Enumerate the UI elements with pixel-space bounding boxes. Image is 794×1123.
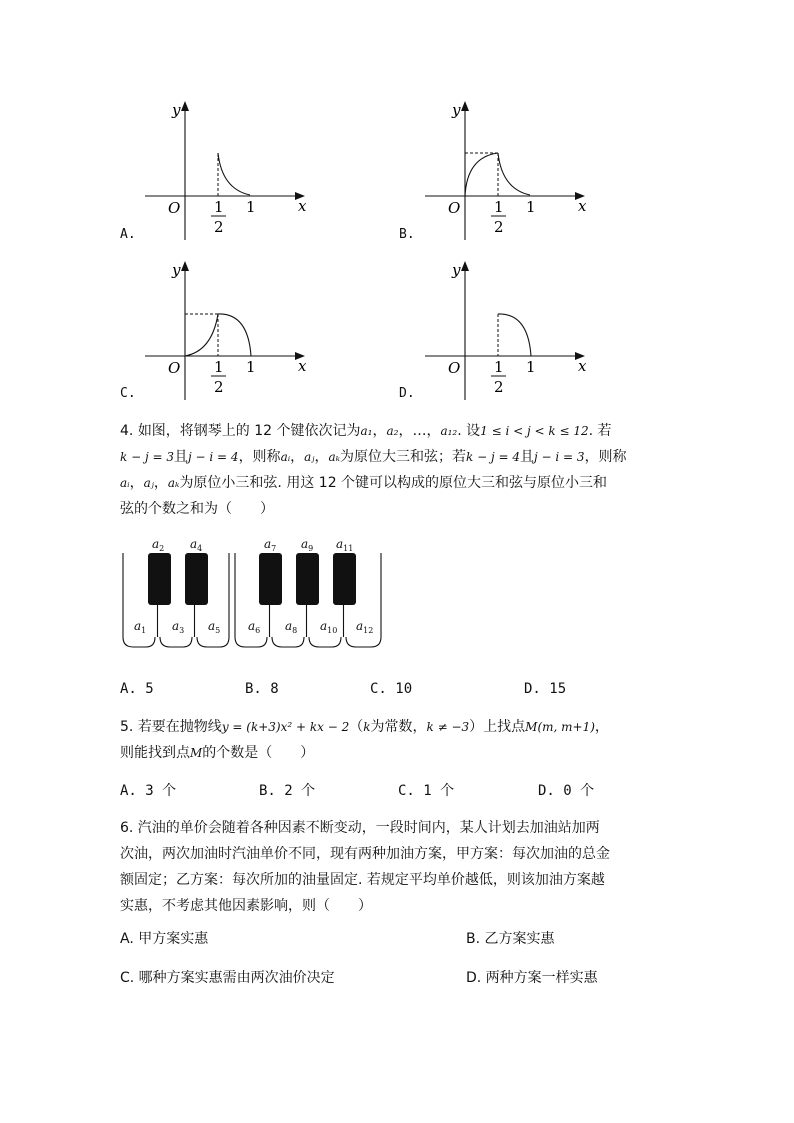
separator: ，…， [398, 423, 441, 439]
q4-text: . 设 [457, 423, 481, 439]
math-condition: k − j = 3 [120, 450, 174, 464]
q6-line-4: 实惠，不考虑其他因素影响，则（ ） [120, 898, 372, 914]
axis-y-label: y [452, 101, 461, 119]
y-axis-arrow-icon [461, 101, 469, 111]
q4-line-4: 弦的个数之和为（ ） [120, 501, 274, 517]
q4-text: ，则称 [238, 449, 281, 465]
q4-text: 如图，将钢琴上的 12 个键依次记为 [137, 423, 361, 439]
graph-d-label: D. [399, 386, 415, 401]
graph-option-c [140, 255, 340, 405]
decay-curve [498, 153, 530, 195]
q4-text: 且 [174, 449, 188, 465]
q5-text: 的个数是（ ） [202, 745, 315, 761]
black-keys [148, 553, 356, 605]
math-condition: 1 ≤ i < j < k ≤ 12 [480, 424, 589, 438]
question-4 [120, 418, 690, 522]
black-key-a11 [333, 553, 356, 605]
math-ai: aᵢ [280, 450, 291, 464]
label-a12: $a_{12}$ [356, 619, 374, 635]
math-ak: aₖ [328, 450, 340, 464]
axis-y-label: y [172, 261, 181, 279]
axis-y-label: y [452, 261, 461, 279]
one-label: 1 [526, 198, 536, 216]
label-a6: $a_6$ [248, 619, 261, 635]
graph-a-label: A. [120, 227, 136, 242]
white-key-a8 [272, 637, 304, 647]
half-denominator: 2 [214, 378, 224, 396]
q5-number: 5. [120, 719, 134, 735]
q5-text: 则能找到点 [120, 745, 190, 761]
q4-text: 为原位大三和弦；若 [340, 449, 466, 465]
one-label: 1 [246, 358, 256, 376]
q6-line-2: 次油，两次加油时汽油单价不同，现有两种加油方案，甲方案：每次加油的总金 [120, 846, 610, 862]
q5-text: ）上找点 [469, 719, 526, 735]
origin-label: O [448, 359, 461, 377]
q4-line-1 [120, 418, 690, 444]
decay-curve [218, 153, 250, 195]
graph-option-d [420, 255, 620, 405]
label-a11: $a_{11}$ [336, 537, 354, 553]
math-point: M(m, m+1) [525, 720, 595, 734]
math-condition: j − i = 4 [188, 450, 239, 464]
q4-text: ，则称 [584, 449, 627, 465]
axis-x-label: x [298, 357, 307, 375]
axis-x-label: x [578, 357, 587, 375]
label-a8: $a_8$ [285, 619, 298, 635]
q5-choice-a[interactable]: A. 3 个 [120, 783, 177, 799]
math-aj: aⱼ [143, 476, 154, 490]
q6-line-3: 额固定；乙方案：每次所加的油量固定. 若规定平均单价越低，则该加油方案越 [120, 872, 605, 888]
separator: ， [372, 423, 387, 439]
q6-choice-c[interactable]: C. 哪种方案实惠需由两次油价决定 [120, 970, 335, 986]
math-condition: k − j = 4 [466, 450, 520, 464]
q4-choice-d[interactable]: D. 15 [524, 681, 567, 697]
axis-x-label: x [298, 197, 307, 215]
math-parabola: y = (k+3)x² + kx − 2 [221, 720, 350, 734]
label-a2: $a_2$ [152, 537, 165, 553]
half-denominator: 2 [214, 218, 224, 236]
q5-text: 为常数， [370, 719, 427, 735]
label-a1: $a_1$ [134, 619, 147, 635]
q6-choice-d[interactable]: D. 两种方案一样实惠 [466, 970, 598, 986]
arc-curve [218, 314, 251, 356]
arc-curve [498, 314, 531, 356]
q4-choice-a[interactable]: A. 5 [120, 681, 154, 697]
q4-text: 且 [520, 449, 534, 465]
label-a4: $a_4$ [190, 537, 203, 553]
q4-choice-b[interactable]: B. 8 [245, 681, 279, 697]
half-numerator: 1 [214, 358, 224, 376]
half-numerator: 1 [494, 198, 504, 216]
piano-keyboard-figure [115, 533, 395, 653]
label-a9: $a_9$ [301, 537, 314, 553]
rise-curve [465, 153, 498, 196]
q5-choice-b[interactable]: B. 2 个 [259, 783, 316, 799]
math-ak: aₖ [167, 476, 180, 490]
math-a1: a₁ [360, 424, 373, 438]
graph-b-label: B. [399, 227, 415, 242]
black-key-a4 [185, 553, 208, 605]
one-label: 1 [526, 358, 536, 376]
graph-option-a [140, 95, 340, 245]
graph-c-label: C. [120, 386, 136, 401]
q4-text: 为原位小三和弦. 用这 12 个键可以构成的原位大三和弦与原位小三和 [179, 475, 608, 491]
q5-text: 若要在抛物线 [137, 719, 222, 735]
math-condition: k ≠ −3 [426, 720, 470, 734]
label-a10: $a_{10}$ [320, 619, 338, 635]
math-aj: aⱼ [304, 450, 315, 464]
question-6 [120, 815, 690, 919]
q5-choice-c[interactable]: C. 1 个 [398, 783, 455, 799]
half-numerator: 1 [214, 198, 224, 216]
q5-line-1 [120, 714, 690, 740]
q4-number: 4. [120, 423, 134, 439]
q5-line-2 [120, 740, 690, 766]
rise-curve [185, 314, 218, 356]
label-a3: $a_3$ [172, 619, 185, 635]
q4-choice-c[interactable]: C. 10 [370, 681, 413, 697]
half-denominator: 2 [494, 218, 504, 236]
math-ai: aᵢ [120, 476, 130, 490]
label-a7: $a_7$ [264, 537, 277, 553]
q6-choice-b[interactable]: B. 乙方案实惠 [466, 931, 555, 947]
white-key-a3 [160, 637, 192, 647]
y-axis-arrow-icon [181, 101, 189, 111]
q4-line-2: k − j = 3且j − i = 4，则称aᵢ，aⱼ，aₖ为原位大三和弦；若k − j = 4且j − i = 3，则称 [120, 449, 627, 465]
y-axis-arrow-icon [461, 261, 469, 271]
y-axis-arrow-icon [181, 261, 189, 271]
axis-y-label: y [172, 101, 181, 119]
graph-option-b [420, 95, 620, 245]
q5-text: （ [349, 719, 364, 735]
math-a2: a₂ [386, 424, 399, 438]
q5-text: ， [594, 719, 609, 735]
axis-x-label: x [578, 197, 587, 215]
origin-label: O [168, 199, 181, 217]
half-denominator: 2 [494, 378, 504, 396]
q6-choice-a[interactable]: A. 甲方案实惠 [120, 931, 209, 947]
math-M: M [190, 746, 203, 760]
one-label: 1 [246, 198, 256, 216]
black-key-a2 [148, 553, 171, 605]
question-5 [120, 714, 690, 766]
origin-label: O [168, 359, 181, 377]
math-a12: a₁₂ [440, 424, 458, 438]
white-key-a10 [309, 637, 341, 647]
black-key-a7 [259, 553, 282, 605]
label-a5: $a_5$ [208, 619, 221, 635]
math-k: k [363, 720, 371, 734]
black-key-a9 [296, 553, 319, 605]
origin-label: O [448, 199, 461, 217]
math-condition: j − i = 3 [534, 450, 585, 464]
q4-line-3: aᵢ，aⱼ，aₖ为原位小三和弦. 用这 12 个键可以构成的原位大三和弦与原位小三和 [120, 475, 608, 491]
q4-text: . 若 [588, 423, 612, 439]
q6-line-1: 6. 汽油的单价会随着各种因素不断变动，一段时间内，某人计划去加油站加两 [120, 820, 600, 836]
half-numerator: 1 [494, 358, 504, 376]
q5-choice-d[interactable]: D. 0 个 [538, 783, 595, 799]
